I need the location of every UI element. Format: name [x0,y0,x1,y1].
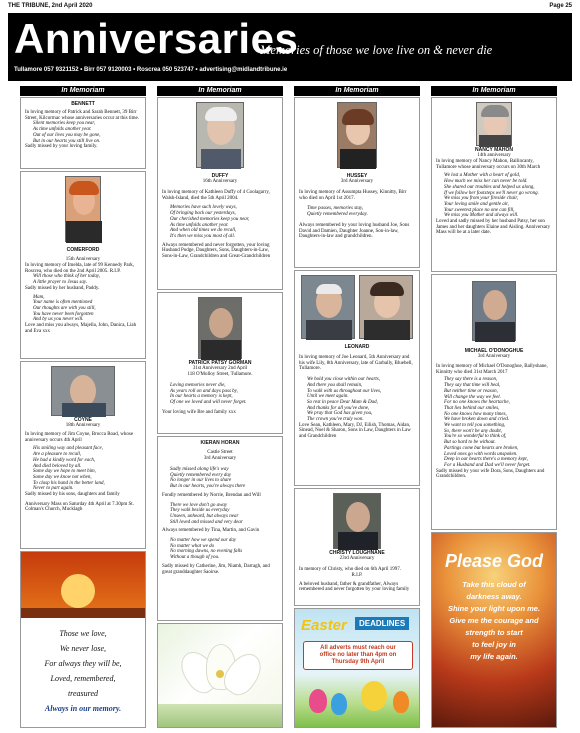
please-god-card [431,532,557,728]
notice-horan [157,436,283,621]
easter-egg-icon [393,691,409,713]
notice-intro: In loving memory of Kathleen Duffy of 4 Coolagarry, Walsh-Island, died the 5th April 2004. [162,190,270,201]
notice-address: Castle Street [207,450,233,455]
notice-sub: 15th Anniversary [65,257,101,262]
notice-duffy [157,97,283,290]
notice-sign: Your loving wife Bre and family xxx [162,409,236,415]
notice-verse: We lost a Mother with a heart of gold, How much we miss her can never be told. She shared our troubles and helped us along, If we follow her footsteps we'll never go wrong. We miss you from your fireside chair, Your loving smile and gentle air, Your sweetest place no one can fill, We miss you Mother and always will. [444,173,539,219]
notice-sign: Sadly missed by your loving family. [25,144,98,150]
ad-message: All adverts must reach our office no later than 4pm on Thursday 9th April [303,641,413,670]
column-header-1: In Memoriam [20,86,146,96]
notice-sub: 18th Anniversary [65,423,101,428]
notice-verse: No matter how we spend our day No matter what we do No morning dawns, no evening falls Without a though of you. [170,538,243,561]
prayer-text: Take this cloud of darkness away. Shine your light upon me. Give me the courage and strength to start to feel joy in my life again. [447,580,541,661]
notice-intro: In loving memory of Assumpta Hussey, Kinnitty, Birr who died on April 1st 2017. [299,190,407,201]
notice-name: CHRISTY LOUGHNANE [329,550,385,556]
portrait-photo [333,493,381,549]
notice-sub: 23rd Anniversary [339,556,375,561]
notice-name: NANCY MAHON [475,147,513,153]
notice-name: BENNETT [71,101,95,107]
ad-badge: DEADLINES [355,617,409,630]
notice-sub: 3rd Anniversary [340,179,374,184]
notice-sub: 3rd Anniversary [203,456,237,461]
notice-sign: Love Sean, Kathleen, Mary, DJ, Eilish, Thomas, Aidan, Sinead, Noel & Sharon, Sons in Law, Daughters in Law and Grandchildren [299,422,411,440]
lily-image [157,623,283,728]
notice-verse: They say there is a reason, They say that time will heal, But neither time or reason, Will change the way we feel. For no one knows the heartache, That lies behind our smiles, No one knows how many times, We have broken down and cried. We want to tell you something, So, there won't be any doubt, You're so wonderful to think of, But so hard to be without. Partings come but hearts are broken, Loved ones go with words unspoken. Deep in our hearts there's a memory kept, For a Husband and Dad we'll never forget. [444,377,531,468]
easter-deadlines-ad [294,608,420,728]
page-info [8,3,572,13]
portrait-photo [337,102,377,168]
notice-sign: Fondly remembered by Norrie, Brendan and Will [162,492,261,498]
notice-coyne [20,361,146,549]
strapline: Memories of those we love live on & never die [260,43,493,57]
notice-hussey [294,97,420,268]
notice-verse: Memories have such lovely ways, Of bringing back our yesterdays, Our cherished memories keep you near, As time unfolds another year. And when old times we do recall, It's then we miss you most of all. [170,205,250,239]
column-header-3: In Memoriam [294,86,420,96]
notice-name: HUSSEY [346,173,368,179]
notice-sign: Loved and sadly missed by her husband Patsy, her son James and her daughters Elaine and Aisling. Anniversary Mass will be at a later date. [436,219,551,236]
notice-comerford [20,171,146,359]
notice-mahon [431,97,557,272]
chick-icon [361,681,387,711]
notice-sub: 3rd Anniversary [477,354,511,359]
easter-egg-icon [309,689,327,713]
notice-name: COMERFORD [66,247,100,253]
verse-card-text: Those we love, We never lose, For always they will be, Loved, remembered, treasured Always in our memory. [44,629,122,713]
portrait-photo-joe [301,275,355,339]
notice-rip: R.I.P. [351,572,363,578]
notice-address: 118 O'Molloy Street, Tullamore. [187,372,253,377]
notice-name: PATRICK PATSY GORMAN [188,360,252,366]
notice-verse: There we love don't go away They walk beside us everyday Unseen, unheard, but always near Still loved and missed and very dear [170,502,243,525]
notice-name: COYNE [74,417,92,423]
portrait-photo [196,102,244,168]
notice-intro: In loving memory of Patrick and Sarah Bennett, 39 Birr Street, Kilcormac whose anniversaries occur at this time. [25,110,139,121]
prayer-title: Please God [444,551,544,571]
notice-sign: A beloved husband, father & grandfather, Always remembered and never forgotten by your loving family [299,581,410,593]
notice-verse: Loving memories never die, As years roll on and days pass by, In our hearts a memory is kept, Of one we loved and will never forget. [170,383,247,406]
notice-mass: Anniversary Mass on Saturday 4th April at 7.30pm St. Colman's Church, Mucklagh [25,501,134,513]
portrait-photo [472,281,516,341]
notice-verse: Will those who think of her today, A little prayer to Jesus say. [33,274,101,286]
page-number: Page 25 [549,3,572,9]
notice-loughnane [294,488,420,606]
notice-intro: In loving memory of Michael O'Donoghue, Ballyshane, Kinnitty who died 31st March 2017 [436,364,548,375]
notice-sign: Sadly missed by his sons, daughters and family [25,492,120,498]
portrait-photo [65,176,101,242]
notice-sign: Sadly missed by your wife Dora, Sons, Daughters and Grandchildren. [436,468,545,480]
page-title: Anniversaries [14,15,299,62]
notice-odonoghue [431,274,557,530]
column-header-2: In Memoriam [157,86,283,96]
contact-line: Tullamore 057 9321152 • Birr 057 9120003 • Roscrea 050 523747 • advertising@midlandtribune.ie [14,67,288,73]
notice-name: LEONARD [344,344,370,350]
notice-name: DUFFY [211,173,229,179]
notice-sub: 31st Anniversary 2nd April [192,366,248,371]
notice-sub: 16th Anniversary [202,179,238,184]
easter-egg-icon [331,693,347,715]
notice-intro: In memory of Christy, who died on 6th April 1997. [299,567,402,572]
notice-intro: In loving memory of Nancy Mahon, Ballincanty, Tullamore whose anniversary occurs on 30th March [436,159,541,170]
notice-intro: In loving memory of Imelda, late of 99 Kennedy Park, Roscrea, who died on the 2nd April 2005. R.I.P. [25,263,134,274]
notice-intro: In loving memory of Jim Coyne, Brocca Road, whose anniversary occurs 4th April [25,432,134,443]
portrait-photo-lily [359,275,413,339]
ad-title: Easter [301,617,347,634]
notice-verse: Silent memories keep you near, As time unfolds another year. Out of our lives you may be gone, But in our hearts you still live on. [33,121,101,144]
notice-name: MICHAEL O'DONOGHUE [464,348,524,354]
notice-sign: Sadly missed by Catherine, Jim, Niamh, Darragh, and great granddaughter Saoirse. [162,563,270,575]
column-header-4: In Memoriam [431,86,557,96]
notice-leonard [294,270,420,486]
notice-verse: Mam, Your name is often mentioned Our thoughts are with you still, You have never been forgotten And by us you never will. [33,294,96,323]
notice-name: KIERAN HORAN [200,440,240,446]
notice-sign: Love and miss you always, Majella, John, Danica, Liah and Eva xxx [25,323,137,334]
notice-sub: 14th anniversary [477,153,511,158]
notice-sign: Always remembered by Tina, Martin, and Gavin [162,528,260,534]
verse-card [20,551,146,728]
notice-verse: Time passes, memories stay, Quietly remembered everyday. [307,206,368,218]
notice-verse: We hold you close within our hearts, And there you shall remain, To walk with us throughout our lives, Until we meet again. So rest in peace Dear Mam & Dad, And thanks for all you've done, We pray that God has given you, The crown you've truly won. [307,377,382,423]
paper-date: THE TRIBUNE, 2nd April 2020 [8,3,93,9]
notice-bennett [20,97,146,169]
notice-verse: Sadly missed along life's way Quietly remembered every day No longer in our lives to share But in our hearts, you're always there [170,467,246,490]
notice-gorman [157,292,283,434]
notice-sign: Sadly missed by her husband, Paddy. [25,285,100,291]
banner [8,13,572,81]
portrait-photo [51,366,115,416]
notice-verse: His smiling way and pleasant face, Are a pleasure to recall, He had a kindly word for each, And died beloved by all. Some day we hope to meet him, Some day we know not when, To clasp his hand in the better land, Never to part again. [33,446,105,492]
notice-sign: Always remembered and never forgotten, your loving Husband Podge, Daughters, Sons, Daughters-in-Law, Sons-in-Law, Grandchildren and Great-Grandchildren [162,242,271,260]
portrait-photo [198,297,242,359]
notice-intro: In loving memory of Joe Leonard, 5th Anniversary and his wife Lily, 8th Anniversary, late of Garbally, Bluebell, Tullamore. [299,355,413,372]
notice-sign: Always remembered by your loving husband Joe, Sons David and Damien, Daughter Joanne, Son-in-law, Daughters-in-law and grandchildren. [299,222,410,240]
portrait-photo [476,102,512,146]
